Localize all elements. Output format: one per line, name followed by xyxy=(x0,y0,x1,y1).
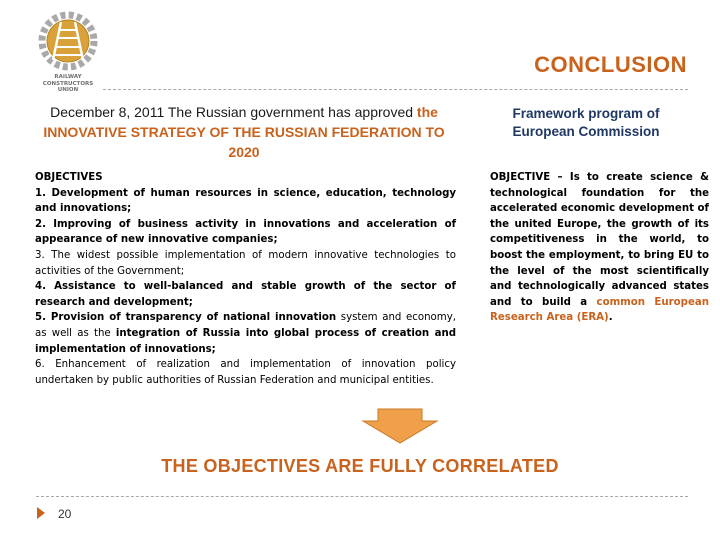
logo-text xyxy=(18,74,118,94)
right-heading: Framework program of European Commission xyxy=(512,106,660,139)
objective-item-2: 2. Improving of business activity in innovations and acceleration of appearance of new innovative companies; xyxy=(35,218,456,246)
objective-item-1: 1. Development of human resources in science, education, technology and innovations; xyxy=(35,187,456,215)
objectives-label: OBJECTIVES xyxy=(35,172,103,183)
down-arrow-icon xyxy=(360,408,440,444)
framework-objective xyxy=(490,170,709,326)
framework-objective-text: OBJECTIVE – Is to create science & technological foundation for the accelerated economic development of the united Europe, the growth of its competitiveness in the world, to boost the employment, to bring EU to the level of the most scientifically and technologically advanced states and to build a xyxy=(490,172,709,308)
left-heading-highlight: the INNOVATIVE STRATEGY OF THE RUSSIAN FEDERATION TO 2020 xyxy=(43,104,445,160)
top-divider xyxy=(103,89,688,90)
slide-title: CONCLUSION xyxy=(534,52,687,77)
logo xyxy=(18,8,118,96)
objective-item-5-part-3: integration of Russia into global process of creation and implementation of innovations; xyxy=(35,327,456,355)
logo-line-1: RAILWAY xyxy=(54,74,82,80)
objective-item-6: 6. Enhancement of realization and implementation of innovation policy undertaken by public authorities of Russian Federation and municipal entities. xyxy=(35,359,456,386)
objectives-list xyxy=(35,170,456,388)
logo-line-3: UNION xyxy=(57,87,79,93)
left-heading-plain: December 8, 2011 The Russian government has approved xyxy=(50,104,417,120)
page-number: 20 xyxy=(58,507,72,521)
objective-item-5-part-2: system and economy, as well as the xyxy=(35,312,456,339)
objective-item-5 xyxy=(35,310,456,357)
era-highlight: common European Research Area (ERA) xyxy=(490,296,709,324)
objective-item-4: 4. Assistance to well-balanced and stable growth of the sector of research and development; xyxy=(35,281,456,308)
objective-item-3: 3. The widest possible implementation of modern innovative technologies to activities of the Government; xyxy=(35,249,456,277)
objective-item-5-part-1: 5. Provision of transparency of national innovation xyxy=(35,312,337,324)
railway-gear-logo-icon xyxy=(28,8,108,74)
conclusion-statement: THE OBJECTIVES ARE FULLY CORRELATED xyxy=(161,456,559,476)
bottom-divider xyxy=(36,496,688,497)
page-marker-icon xyxy=(36,506,46,520)
framework-objective-end: . xyxy=(608,312,613,324)
logo-line-2: CONSTRUCTORS xyxy=(42,80,94,87)
left-heading xyxy=(40,102,448,162)
